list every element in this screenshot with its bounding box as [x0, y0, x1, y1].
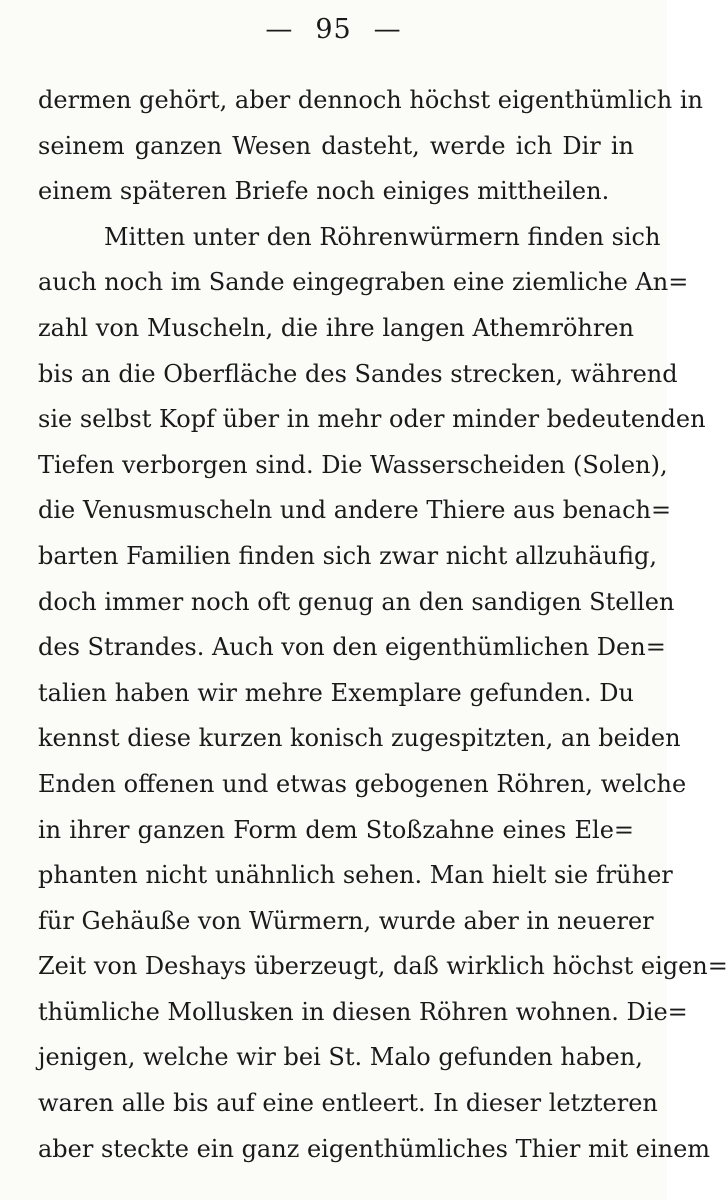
text-line: jenigen, welche wir bei St. Malo gefunden haben, [38, 1043, 643, 1072]
text-line: talien haben wir mehre Exemplare gefunden. Du [38, 678, 634, 707]
text-line: in ihrer ganzen Form dem Stoßzahne eines Ele= [38, 815, 634, 844]
text-line: auch noch im Sande eingegraben eine ziemliche An= [38, 268, 689, 297]
text-line: kennst diese kurzen konisch zugespitzten, an beiden [38, 724, 681, 753]
text-line: sie selbst Kopf über in mehr oder minder bedeutenden [38, 405, 706, 434]
text-line: phanten nicht unähnlich sehen. Man hielt sie früher [38, 861, 673, 890]
text-line: die Venusmuscheln und andere Thiere aus benach= [38, 496, 672, 525]
text-line: aber steckte ein ganz eigenthümliches Thier mit einem [38, 1134, 711, 1163]
text-line: thümliche Mollusken in diesen Röhren wohnen. Die= [38, 997, 688, 1026]
text-line: einem späteren Briefe noch einiges mittheilen. [38, 177, 610, 206]
text-line: Mitten unter den Röhrenwürmern finden sich [104, 222, 661, 251]
page-number: 95 [315, 14, 352, 45]
text-line: des Strandes. Auch von den eigenthümlichen Den= [38, 633, 666, 662]
page-header [0, 14, 667, 45]
text-line: seinem ganzen Wesen dasteht, werde ich Dir in [38, 131, 634, 160]
body-text [38, 78, 728, 1172]
text-line: Tiefen verborgen sind. Die Wasserscheiden (Solen), [38, 450, 668, 479]
header-dash-right: — [373, 14, 402, 45]
text-line: waren alle bis auf eine entleert. In dieser letzteren [38, 1089, 658, 1118]
header-dash-left: — [265, 14, 294, 45]
text-line: zahl von Muscheln, die ihre langen Athemröhren [38, 313, 634, 342]
text-line: barten Familien finden sich zwar nicht allzuhäufig, [38, 541, 658, 570]
paragraph-continuation [38, 78, 703, 215]
text-line: Zeit von Deshays überzeugt, daß wirklich höchst eigen= [38, 952, 728, 981]
text-line: Enden offenen und etwas gebogenen Röhren, welche [38, 769, 687, 798]
text-line: für Gehäuße von Würmern, wurde aber in neuerer [38, 906, 654, 935]
text-line: doch immer noch oft genug an den sandigen Stellen [38, 587, 675, 616]
paragraph [38, 215, 728, 1172]
text-line: bis an die Oberfläche des Sandes strecken, während [38, 359, 678, 388]
text-line: dermen gehört, aber dennoch höchst eigenthümlich in [38, 86, 703, 114]
